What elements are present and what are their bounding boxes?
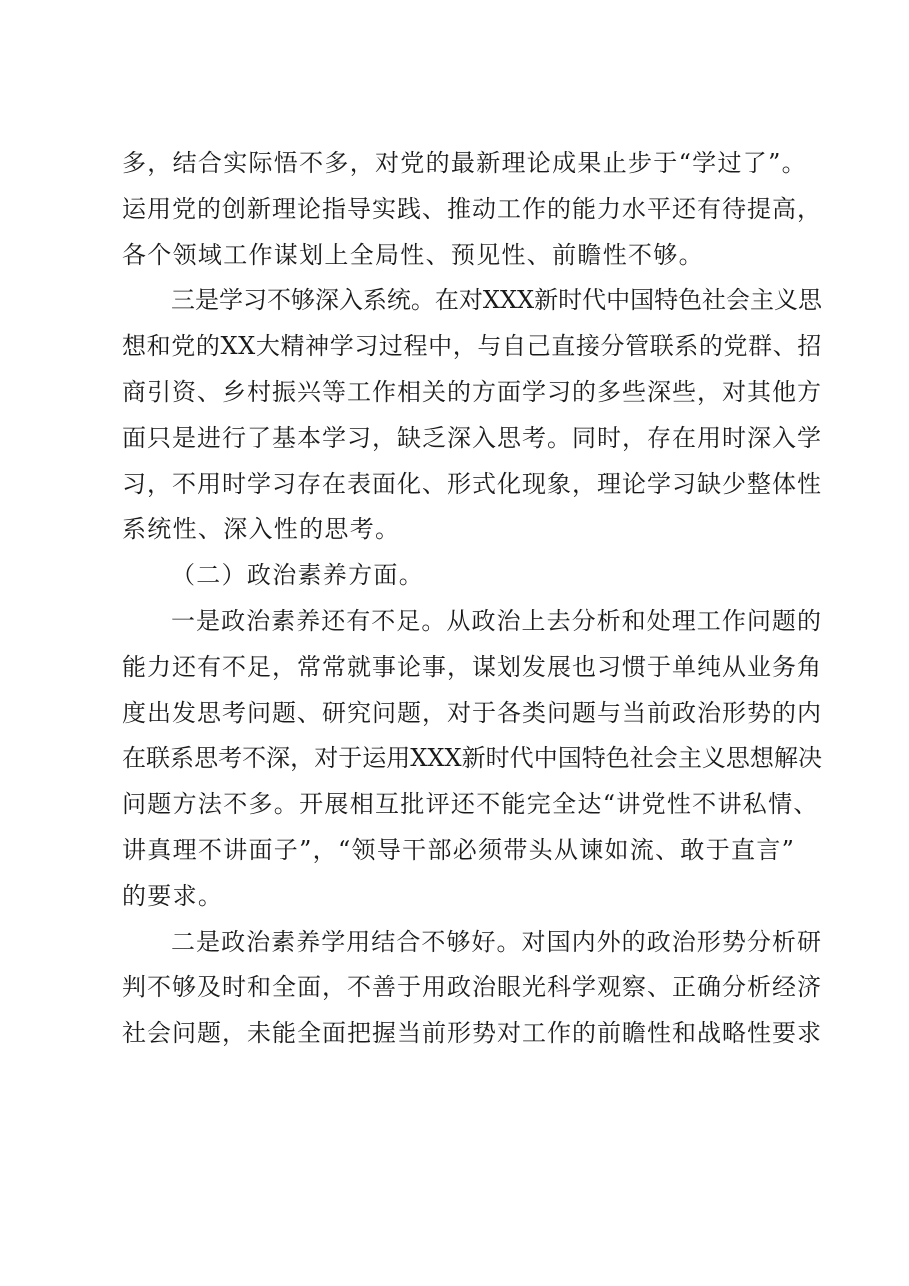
document-body [122,141,822,1057]
text-line: 能力还有不足，常常就事论事，谋划发展也习惯于单纯从业务角 [122,652,822,681]
text-line: 运用党的创新理论指导实践、推动工作的能力水平还有待提高， [122,194,822,223]
text-line: 习，不用时学习存在表面化、形式化现象，理论学习缺少整体性 [122,469,822,498]
text-line: 社会问题，未能全面把握当前形势对工作的前瞻性和战略性要求 [122,1019,822,1048]
text-line: 多，结合实际悟不多，对党的最新理论成果止步于“学过了”。 [122,149,807,177]
text-line: 面只是进行了基本学习，缺乏深入思考。同时，存在用时深入学 [122,423,822,452]
text-line: 问题方法不多。开展相互批评还不能完全达“讲党性不讲私情、 [122,790,819,819]
text-line: 的要求。 [122,881,224,910]
text-line: 想和党的XX大精神学习过程中，与自己直接分管联系的党群、招 [122,332,822,361]
paragraph-start-line: 二是政治素养学用结合不够好。对国内外的政治形势分析研 [171,927,822,956]
text-line: 系统性、深入性的思考。 [122,515,401,544]
paragraph-start-line: 一是政治素养还有不足。从政治上去分析和处理工作问题的 [171,606,822,635]
text-line: 商引资、乡村振兴等工作相关的方面学习的多些深些，对其他方 [122,377,822,406]
text-line: 各个领域工作谋划上全局性、预见性、前瞻性不够。 [122,240,704,269]
text-line: 判不够及时和全面，不善于用政治眼光科学观察、正确分析经济 [122,973,822,1002]
section-heading: （二）政治素养方面。 [171,561,424,590]
text-line: 度出发思考问题、研究问题，对于各类问题与当前政治形势的内 [122,698,822,727]
paragraph-start-line: 三是学习不够深入系统。在对XXX新时代中国特色社会主义思 [171,286,822,315]
text-line: 在联系思考不深，对于运用XXX新时代中国特色社会主义思想解决 [122,744,822,773]
text-line: 讲真理不讲面子”，“领导干部必须带头从谏如流、敢于直言” [122,835,796,864]
